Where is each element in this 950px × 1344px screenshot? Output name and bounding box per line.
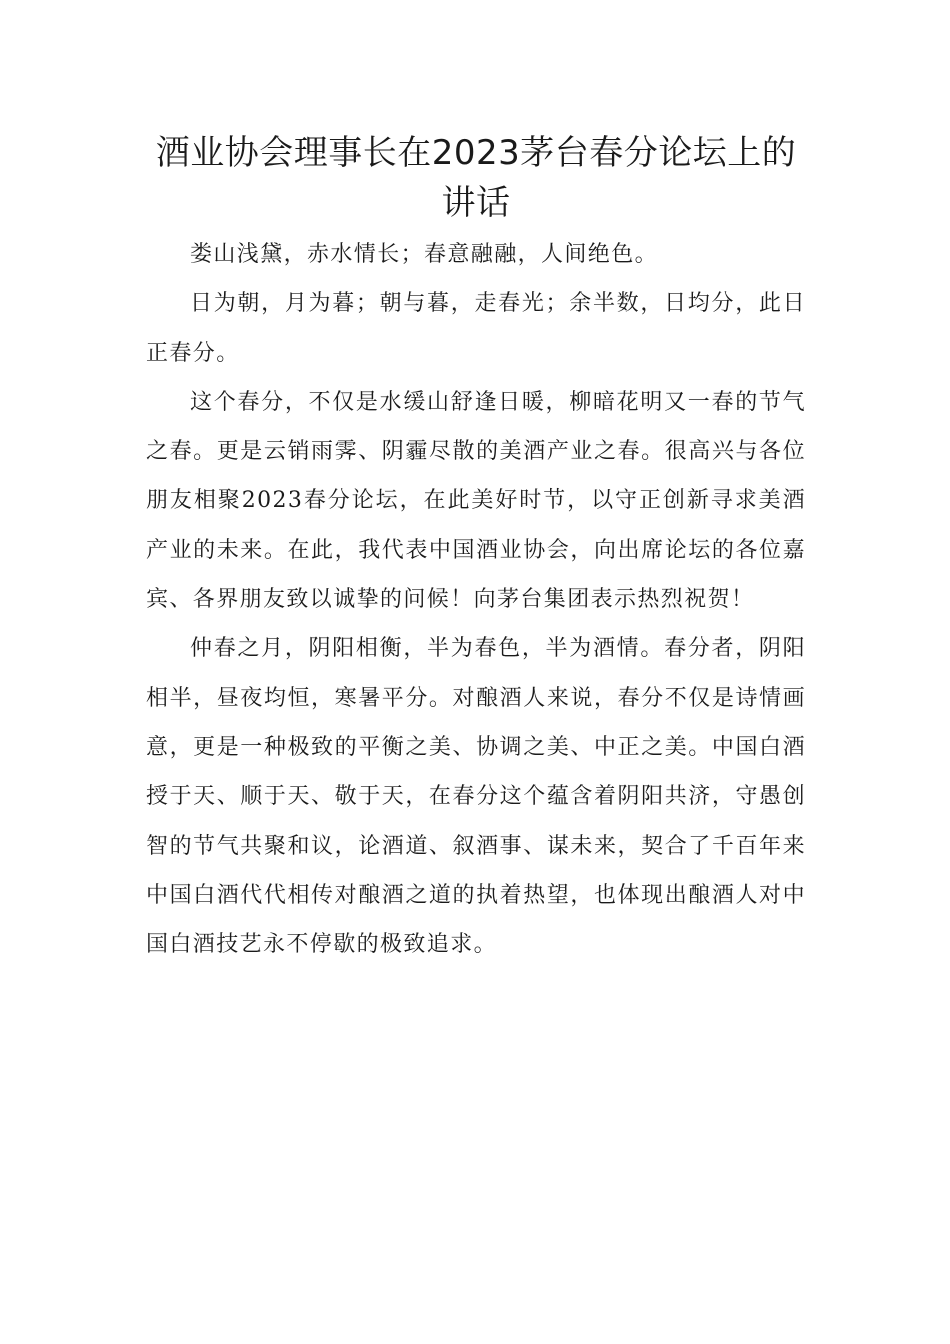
paragraph-4: 仲春之月，阴阳相衡，半为春色，半为酒情。春分者，阴阳相半，昼夜均恒，寒暑平分。对酿酒人来说，春分不仅是诗情画意，更是一种极致的平衡之美、协调之美、中正之美。中国白酒授于天、顺于天、敬于天，在春分这个蕴含着阴阳共济，守愚创智的节气共聚和议，论酒道、叙酒事、谋未来，契合了千百年来中国白酒代代相传对酿酒之道的执着热望，也体现出酿酒人对中国白酒技艺永不停歇的极致追求。 [146,636,806,958]
document-title: 酒业协会理事长在2023茅台春分论坛上的讲话 [155,133,797,223]
paragraph-1: 娄山浅黛，赤水情长；春意融融，人间绝色。 [190,242,659,267]
document-page [146,128,806,969]
paragraph-3: 这个春分，不仅是水缓山舒逢日暖，柳暗花明又一春的节气之春。更是云销雨霁、阴霾尽散的美酒产业之春。很高兴与各位朋友相聚2023春分论坛，在此美好时节，以守正创新寻求美酒产业的未来。在此，我代表中国酒业协会，向出席论坛的各位嘉宾、各界朋友致以诚挚的问候！向茅台集团表示热烈祝贺！ [146,389,806,613]
document-body [146,230,806,969]
paragraph-2: 日为朝，月为暮；朝与暮，走春光；余半数，日均分，此日正春分。 [146,291,806,366]
